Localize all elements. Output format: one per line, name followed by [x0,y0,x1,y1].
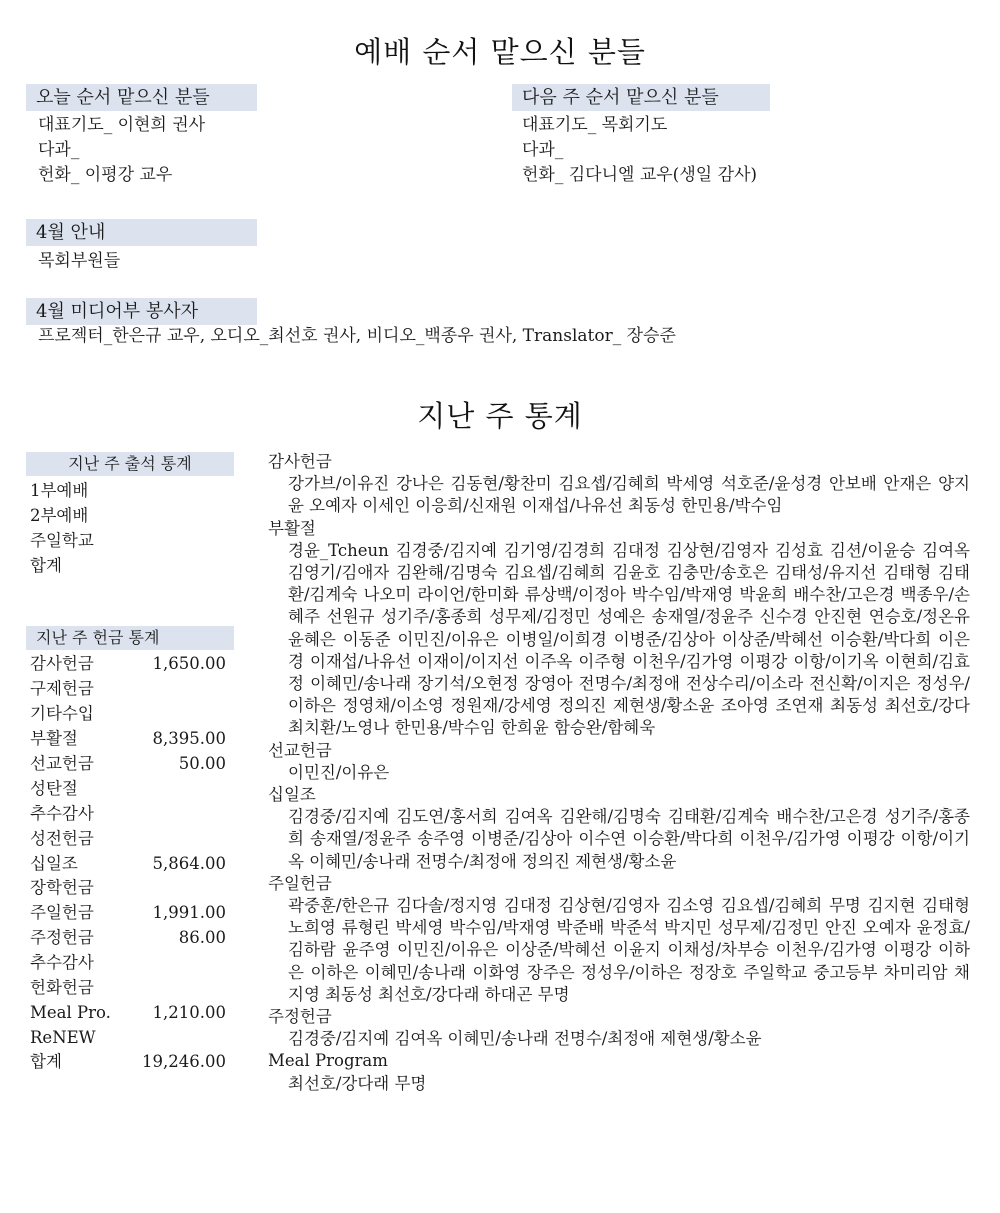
offering-row [30,976,226,1001]
today-role-line: 다과_ [38,140,80,160]
april-notice-header: 4월 안내 [26,219,257,246]
contributor-category: 감사헌금 [268,452,332,471]
next-week-role-line: 대표기도_ 목회기도 [522,115,668,135]
offering-label: 구제헌금 [30,679,94,698]
offering-label: 성탄절 [30,779,78,798]
offering-row [30,876,226,901]
offering-amount: 5,864.00 [152,854,226,873]
contributor-category: 주일헌금 [268,873,332,893]
attendance-row [30,479,226,504]
today-role-line: 대표기도_ 이현희 권사 [38,115,206,135]
attendance-label: 주일학교 [30,531,94,550]
offering-row [30,652,226,677]
contributor-names: 이민진/이유은 [288,762,390,782]
offering-amount: 86.00 [178,928,226,947]
offering-amount: 1,650.00 [152,654,226,673]
offering-label: ReNEW [30,1028,96,1047]
attendance-label: 합계 [30,556,62,575]
contributor-names: 경윤_Tcheun 김경중/김지예 김기영/김경희 김대정 김상현/김영자 김성효 김션/이윤승 김여옥 김영기/김애자 김완해/김명숙 김요셉/김혜희 김윤호 김충만/송호은 김태성/유지선 김태형 김태환/김계숙 나오미 라이언/한미화 류상백/이정아 박수임/박재영 박윤희 배수찬/고은경 백종우/손혜주 선원규 성기주/홍종희 성무제/김정민 성예은 송재열/정윤주 신수경 안진현 연승호/정온유 윤혜은 이동준 이민진/이유은 이병일/이희경 이병준/김상아 이상준/박혜선 이승환/박다희 이은경 이재섭/나유선 이재이/이지선 이주옥 이주형 이천우/김가영 이평강 이항/이기옥 이현희/김효정 이혜민/송나래 장기석/오현정 장영아 전명수/최정애 전상수리/이소라 전신확/이지은 정성우/이하은 정영채/이소영 정원재/강세영 정의진 제현생/황소윤 조아영 조연재 최동성 최선호/강다 최치환/노영나 한민용/박수임 한희윤 함승완/함혜욱 [288,540,970,738]
offering-label: 헌화헌금 [30,978,94,997]
offering-row [30,777,226,802]
april-notice-line: 목회부원들 [38,251,121,271]
offering-label: 주일헌금 [30,903,94,922]
offering-amount: 50.00 [178,754,226,773]
attendance-row [30,529,226,554]
contributor-names: 곽중훈/한은규 김다솔/정지영 김대정 김상현/김영자 김소영 김요셉/김혜희 무명 김지현 김태형 노희영 류형린 박세영 박수임/박재영 박준배 박준석 박지민 성무제/김정민 안진 오예자 윤정효/김하람 윤주영 이민진/이유은 이상준/박혜선 이윤지 이채성/차부승 이천우/김가영 이평강 이하은 이하은 이혜민/송나래 이화영 장주은 정성우/이하은 정장호 주일학교 중고등부 차미리암 채지영 최동성 최선호/강다래 하대곤 무명 [288,896,970,1004]
offering-row [30,802,226,827]
offering-amount: 1,991.00 [152,903,226,922]
offering-row [30,1001,226,1026]
offering-row [30,1050,226,1075]
offering-label: 주정헌금 [30,928,94,947]
attendance-label: 2부예배 [30,506,89,525]
offering-row [30,951,226,976]
next-week-role-line: 헌화_ 김다니엘 교우(생일 감사) [522,165,758,185]
next-week-roles-header: 다음 주 순서 맡으신 분들 [512,84,770,111]
contributor-names: 김경중/김지예 김여옥 이혜민/송나래 전명수/최정애 제현생/황소윤 [288,1029,762,1049]
offering-label: Meal Pro. [30,1003,111,1022]
offering-amount: 1,210.00 [152,1003,226,1022]
today-roles-header: 오늘 순서 맡으신 분들 [26,84,257,111]
april-media-header: 4월 미디어부 봉사자 [26,298,257,325]
contributor-names: 최선호/강다래 무명 [288,1073,427,1093]
offering-label: 십일조 [30,854,78,873]
offering-label: 합계 [30,1052,62,1071]
contributor-category: 선교헌금 [268,740,332,760]
offering-row [30,926,226,951]
service-roles-title: 예배 순서 맡으신 분들 [354,35,646,69]
offering-label: 기타수입 [30,704,94,723]
contributor-category: 주정헌금 [268,1007,332,1027]
contributor-names: 김경중/김지예 김도연/홍서희 김여옥 김완해/김명숙 김태환/김계숙 배수찬/고은경 성기주/홍종희 송재열/정윤주 송주영 이병준/김상아 이수연 이승환/박다희 이천우/김가영 이평강 이항/이기옥 이혜민/송나래 전명수/최정애 정의진 제현생/황소윤 [288,807,970,871]
attendance-label: 1부예배 [30,481,89,500]
offering-amount: 19,246.00 [142,1052,226,1071]
contributor-category: Meal Program [268,1051,388,1071]
offering-label: 부활절 [30,729,78,748]
offering-row [30,702,226,727]
next-week-role-line: 다과_ [522,140,564,160]
contributor-names: 강가브/이유진 강나은 김동현/황찬미 김요셉/김혜희 박세영 석호준/윤성경 안보배 안재은 양지윤 오예자 이세인 이응희/신재원 이재섭/나유선 최동성 한민용/박수임 [288,474,970,516]
offering-label: 성전헌금 [30,829,94,848]
contributors-list [268,451,970,1095]
offering-row [30,1026,226,1051]
attendance-row [30,504,226,529]
offering-label: 선교헌금 [30,754,94,773]
offering-row [30,852,226,877]
offering-row [30,727,226,752]
offering-label: 추수감사 [30,804,94,823]
offering-amount: 8,395.00 [152,729,226,748]
stats-title: 지난 주 통계 [417,399,583,433]
contributor-category: 부활절 [268,518,316,538]
offering-row [30,752,226,777]
offering-header: 지난 주 헌금 통계 [26,626,234,650]
april-media-line: 프로젝터_한은규 교우, 오디오_최선호 권사, 비디오_백종우 권사, Translator_ 장승준 [38,326,676,346]
attendance-row [30,554,226,579]
contributor-category: 십일조 [268,785,316,805]
attendance-header: 지난 주 출석 통계 [26,452,234,476]
offering-row [30,677,226,702]
today-role-line: 헌화_ 이평강 교우 [38,165,173,185]
offering-label: 추수감사 [30,953,94,972]
offering-row [30,827,226,852]
offering-label: 장학헌금 [30,878,94,897]
offering-label: 감사헌금 [30,654,94,673]
offering-row [30,901,226,926]
